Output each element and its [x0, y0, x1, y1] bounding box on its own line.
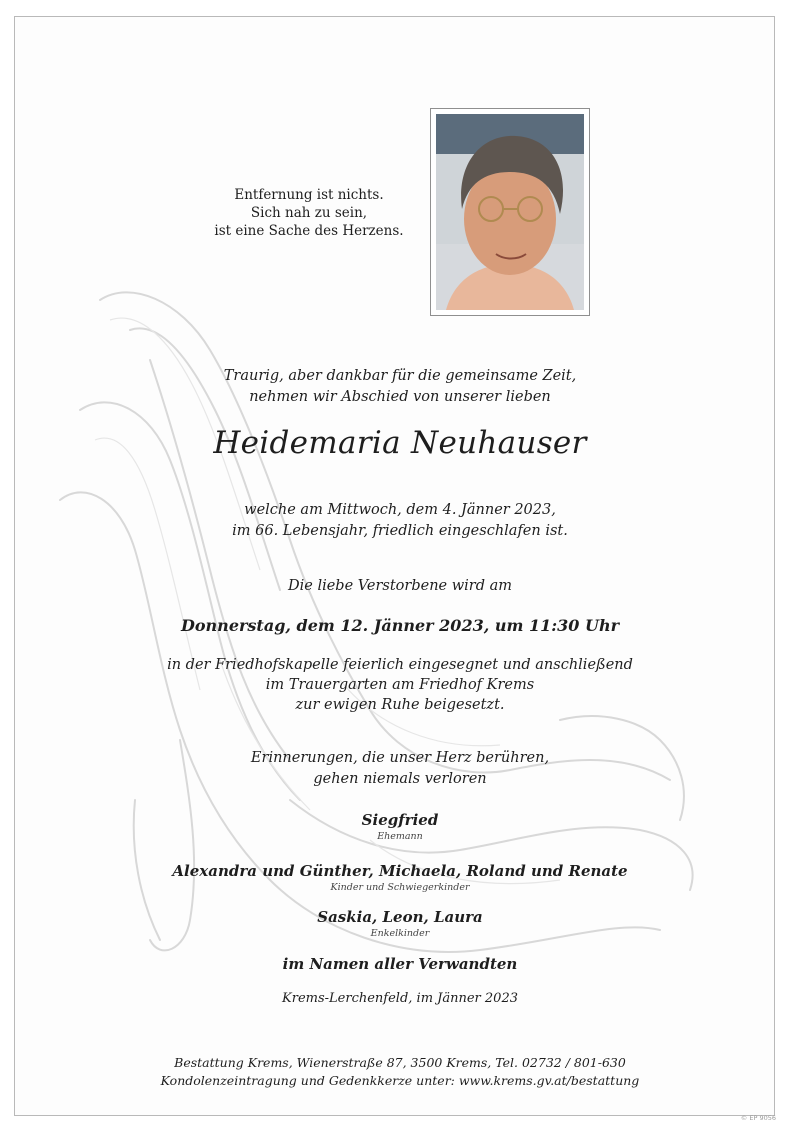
quote-line: Sich nah zu sein,	[250, 205, 368, 221]
footer-line: Bestattung Krems, Wienerstraße 87, 3500 Krems, Tel. 02732 / 801-630	[174, 1055, 626, 1070]
announcement: Die liebe Verstorbene wird am	[287, 578, 513, 594]
funeral-datetime: Donnerstag, dem 12. Jänner 2023, um 11:30 Uhr	[181, 616, 619, 635]
print-code: © EP 9056	[740, 1114, 776, 1122]
opening-quote	[196, 186, 422, 240]
quote-line: ist eine Sache des Herzens.	[214, 223, 404, 239]
death-line: welche am Mittwoch, dem 4. Jänner 2023,	[244, 502, 556, 518]
mourner-relation: Ehemann	[377, 831, 423, 842]
mourner-name: Siegfried	[361, 811, 439, 829]
mourner-relation: Kinder und Schwiegerkinder	[330, 882, 470, 893]
mourner-name: Alexandra und Günther, Michaela, Roland und Renate	[172, 862, 628, 880]
mourner-name: Saskia, Leon, Laura	[317, 908, 483, 926]
mourner-relation: Enkelkinder	[370, 928, 430, 939]
funeral-place	[0, 655, 800, 715]
death-notice	[0, 500, 800, 542]
intro-text	[0, 366, 800, 408]
memory-line: gehen niemals verloren	[313, 771, 487, 787]
quote-line: Entfernung ist nichts.	[234, 187, 384, 203]
portrait-photo	[430, 108, 590, 316]
place-line: im Trauergarten am Friedhof Krems	[265, 677, 535, 693]
portrait-image	[436, 114, 584, 310]
footer-line: Kondolenzeintragung und Gedenkkerze unter: www.krems.gv.at/bestattung	[160, 1073, 640, 1088]
mourner-name: im Namen aller Verwandten	[282, 955, 518, 973]
footer	[0, 1054, 800, 1090]
place-line: in der Friedhofskapelle feierlich eingesegnet und anschließend	[167, 657, 633, 673]
deceased-name: Heidemaria Neuhauser	[213, 425, 587, 461]
place-line: zur ewigen Ruhe beigesetzt.	[295, 697, 505, 713]
intro-line: Traurig, aber dankbar für die gemeinsame Zeit,	[223, 368, 577, 384]
memory-line: Erinnerungen, die unser Herz berühren,	[250, 750, 550, 766]
place-date: Krems-Lerchenfeld, im Jänner 2023	[282, 991, 518, 1006]
memory-quote	[0, 748, 800, 790]
intro-line: nehmen wir Abschied von unserer lieben	[249, 389, 551, 405]
death-line: im 66. Lebensjahr, friedlich eingeschlafen ist.	[232, 523, 568, 539]
